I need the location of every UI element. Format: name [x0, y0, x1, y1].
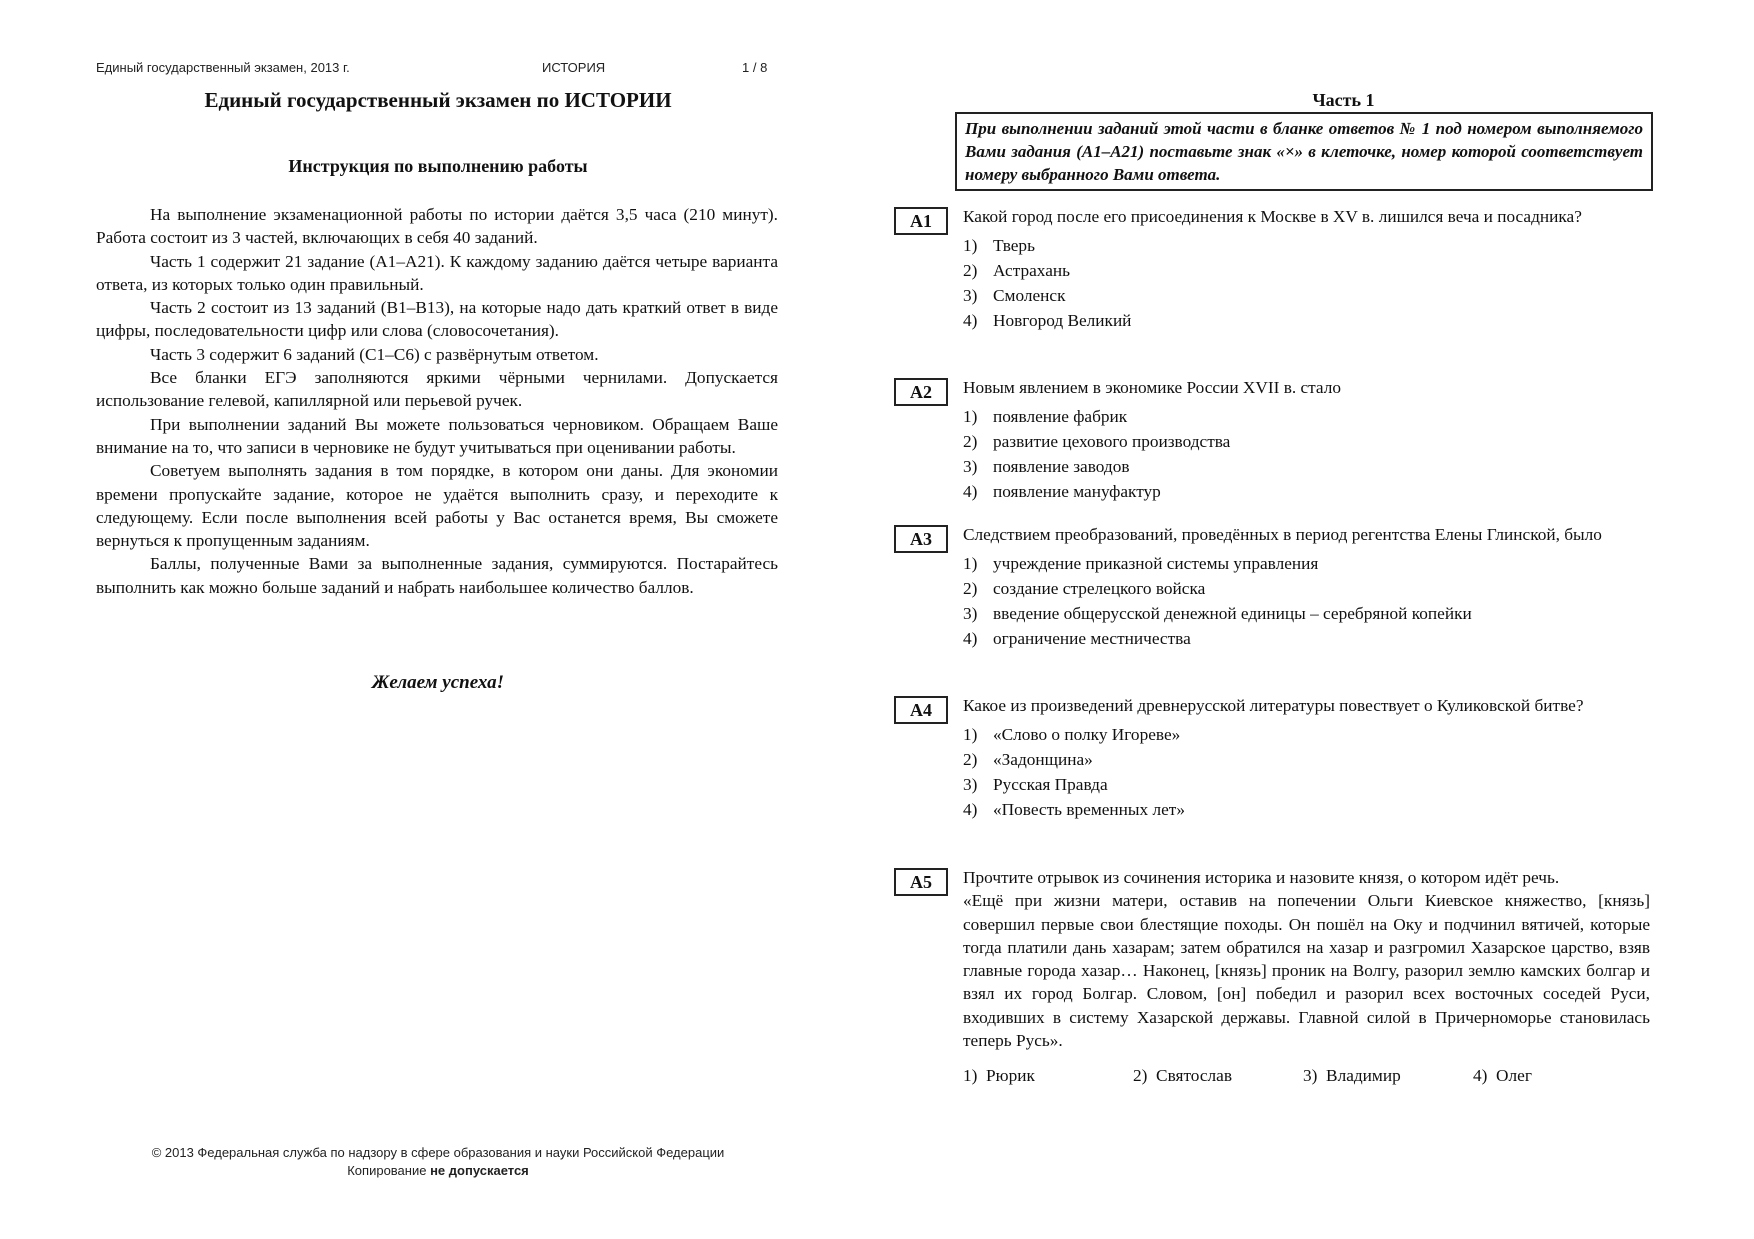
task-question: Следствием преобразований, проведённых в период регентства Елены Глинской, было [963, 525, 1602, 544]
task-body [963, 205, 1650, 333]
answer-option [963, 551, 1650, 576]
instructions-paragraph: Часть 3 содержит 6 заданий (С1–С6) с развёрнутым ответом. [150, 344, 599, 364]
answer-options [963, 551, 1650, 651]
option-number: 4) [963, 311, 978, 331]
copyright-line: © 2013 Федеральная служба по надзору в сфере образования и науки Российской Федерации [151, 1145, 725, 1160]
option-number: 4) [963, 800, 978, 820]
option-number: 3) [963, 604, 978, 624]
good-luck-text: Желаем успеха! [371, 672, 505, 693]
option-text: учреждение приказной системы управления [993, 554, 1319, 574]
instructions-paragraph: Часть 1 содержит 21 задание (А1–А21). К каждому заданию даётся четыре варианта ответа, из которых только один правильный. [96, 251, 778, 294]
option-text: Смоленск [993, 286, 1066, 306]
answer-option [1133, 1064, 1303, 1087]
task-question: Прочтите отрывок из сочинения историка и назовите князя, о котором идёт речь. [963, 868, 1560, 887]
copy-notice [96, 1162, 780, 1180]
instructions-title: Инструкция по выполнению работы [288, 156, 588, 176]
option-text: Рюрик [986, 1066, 1035, 1086]
option-text: Русская Правда [993, 775, 1108, 795]
task-body [963, 376, 1650, 504]
option-text: Олег [1496, 1066, 1532, 1086]
option-text: «Повесть временных лет» [993, 800, 1185, 820]
option-text: ограничение местничества [993, 629, 1191, 649]
task-label: А2 [894, 378, 948, 406]
part-instruction-box: При выполнении заданий этой части в бланке ответов № 1 под номером выполняемого Вами задания (А1–А21) поставьте знак «×» в клеточке, номер которой соответствует номеру выбранного Вами ответа. [955, 112, 1653, 191]
option-text: Святослав [1156, 1066, 1232, 1086]
instructions-paragraph: Советуем выполнять задания в том порядке, в котором они даны. Для экономии времени пропускайте задание, которое не удаётся выполнить сразу, и переходите к следующему. Если после выполнения всей работы у Вас останется время, Вы сможете вернуться к пропущенным заданиям. [96, 461, 778, 551]
option-text: Новгород Великий [993, 311, 1132, 331]
copy-notice-prefix: Копирование [347, 1163, 431, 1178]
option-number: 3) [963, 457, 978, 477]
page-title: Единый государственный экзамен по ИСТОРИИ [204, 88, 672, 112]
option-number: 2) [1133, 1066, 1148, 1086]
answer-option [963, 576, 1650, 601]
instructions-paragraph: Часть 2 состоит из 13 заданий (В1–В13), на которые надо дать краткий ответ в виде цифры, последовательности цифр или слова (словосочетания). [96, 298, 778, 341]
answer-option [1303, 1064, 1473, 1087]
answer-option [963, 479, 1650, 504]
task-question: Новым явлением в экономике России XVII в. стало [963, 378, 1342, 397]
option-number: 4) [963, 629, 978, 649]
answer-option [963, 722, 1650, 747]
answer-option [963, 797, 1650, 822]
option-text: появление заводов [993, 457, 1130, 477]
instructions-paragraph: При выполнении заданий Вы можете пользоваться черновиком. Обращаем Ваше внимание на то, что записи в черновике не будут учитываться при оценивании работы. [96, 414, 778, 457]
option-number: 2) [963, 261, 978, 281]
task-label: А3 [894, 525, 948, 553]
answer-options [963, 233, 1650, 333]
answer-option [963, 283, 1650, 308]
option-number: 3) [963, 775, 978, 795]
task-label: А1 [894, 207, 948, 235]
option-text: появление мануфактур [993, 482, 1161, 502]
option-number: 4) [963, 482, 978, 502]
option-text: Владимир [1326, 1066, 1401, 1086]
historical-passage: «Ещё при жизни матери, оставив на попечении Ольги Киевское княжество, [князь] совершил первые свои блестящие походы. Он пошёл на Оку и подчинил вятичей, которые тогда платили дань хазарам; затем обратился на хазар и разгромил Хазарское царство, взяв главные города хазар… Наконец, [князь] проник на Волгу, разорил землю камских болгар и взял их город Болгар. Словом, [он] победил и разорил всех восточных соседей Руси, входивших в систему Хазарской державы. Главной силой в Причерноморье становилась теперь Русь». [963, 891, 1650, 1051]
option-text: появление фабрик [993, 407, 1128, 427]
answer-option [963, 601, 1650, 626]
option-number: 1) [963, 554, 978, 574]
answer-options [963, 404, 1650, 504]
answer-options [963, 1064, 1650, 1087]
answer-option [963, 626, 1650, 651]
answer-option [963, 772, 1650, 797]
task-body [963, 866, 1650, 1088]
option-number: 1) [963, 236, 978, 256]
option-number: 3) [963, 286, 978, 306]
instructions-paragraph: На выполнение экзаменационной работы по истории даётся 3,5 часа (210 минут). Работа состоит из 3 частей, включающих в себя 40 заданий. [96, 205, 778, 248]
option-number: 2) [963, 579, 978, 599]
task-label: А4 [894, 696, 948, 724]
copyright-footer [96, 1144, 780, 1180]
option-text: развитие цехового производства [993, 432, 1231, 452]
answer-options [963, 722, 1650, 822]
copy-notice-bold: не допускается [430, 1163, 529, 1178]
option-number: 2) [963, 432, 978, 452]
task-body [963, 694, 1650, 822]
task-label: А5 [894, 868, 948, 896]
option-text: введение общерусской денежной единицы – серебряной копейки [993, 604, 1472, 624]
answer-option [963, 404, 1650, 429]
answer-option [963, 233, 1650, 258]
instructions-paragraph: Все бланки ЕГЭ заполняются яркими чёрными чернилами. Допускается использование гелевой, капиллярной или перьевой ручек. [96, 368, 778, 411]
header-exam-name: Единый государственный экзамен, 2013 г. [96, 60, 350, 75]
answer-option [963, 747, 1650, 772]
option-number: 3) [1303, 1066, 1318, 1086]
option-text: Астрахань [993, 261, 1071, 281]
option-text: Тверь [993, 236, 1035, 256]
answer-option [963, 454, 1650, 479]
option-text: «Слово о полку Игореве» [993, 725, 1181, 745]
part-title: Часть 1 [1312, 90, 1375, 110]
instructions-paragraph: Баллы, полученные Вами за выполненные задания, суммируются. Постарайтесь выполнить как можно больше заданий и набрать наибольшее количество баллов. [96, 554, 778, 597]
answer-option [963, 258, 1650, 283]
right-page [877, 0, 1754, 1239]
option-number: 2) [963, 750, 978, 770]
option-text: «Задонщина» [993, 750, 1093, 770]
task-body [963, 523, 1650, 651]
answer-option [963, 1064, 1133, 1087]
header-subject: ИСТОРИЯ [542, 60, 606, 75]
header-page-number: 1 / 8 [742, 60, 768, 75]
option-number: 1) [963, 407, 978, 427]
option-text: создание стрелецкого войска [993, 579, 1206, 599]
answer-option [963, 429, 1650, 454]
instructions-body [96, 203, 778, 599]
option-number: 4) [1473, 1066, 1488, 1086]
task-question: Какой город после его присоединения к Москве в XV в. лишился веча и посадника? [963, 207, 1582, 226]
answer-option [1473, 1064, 1643, 1087]
task-question: Какое из произведений древнерусской литературы повествует о Куликовской битве? [963, 696, 1584, 715]
answer-option [963, 308, 1650, 333]
option-number: 1) [963, 1066, 978, 1086]
option-number: 1) [963, 725, 978, 745]
